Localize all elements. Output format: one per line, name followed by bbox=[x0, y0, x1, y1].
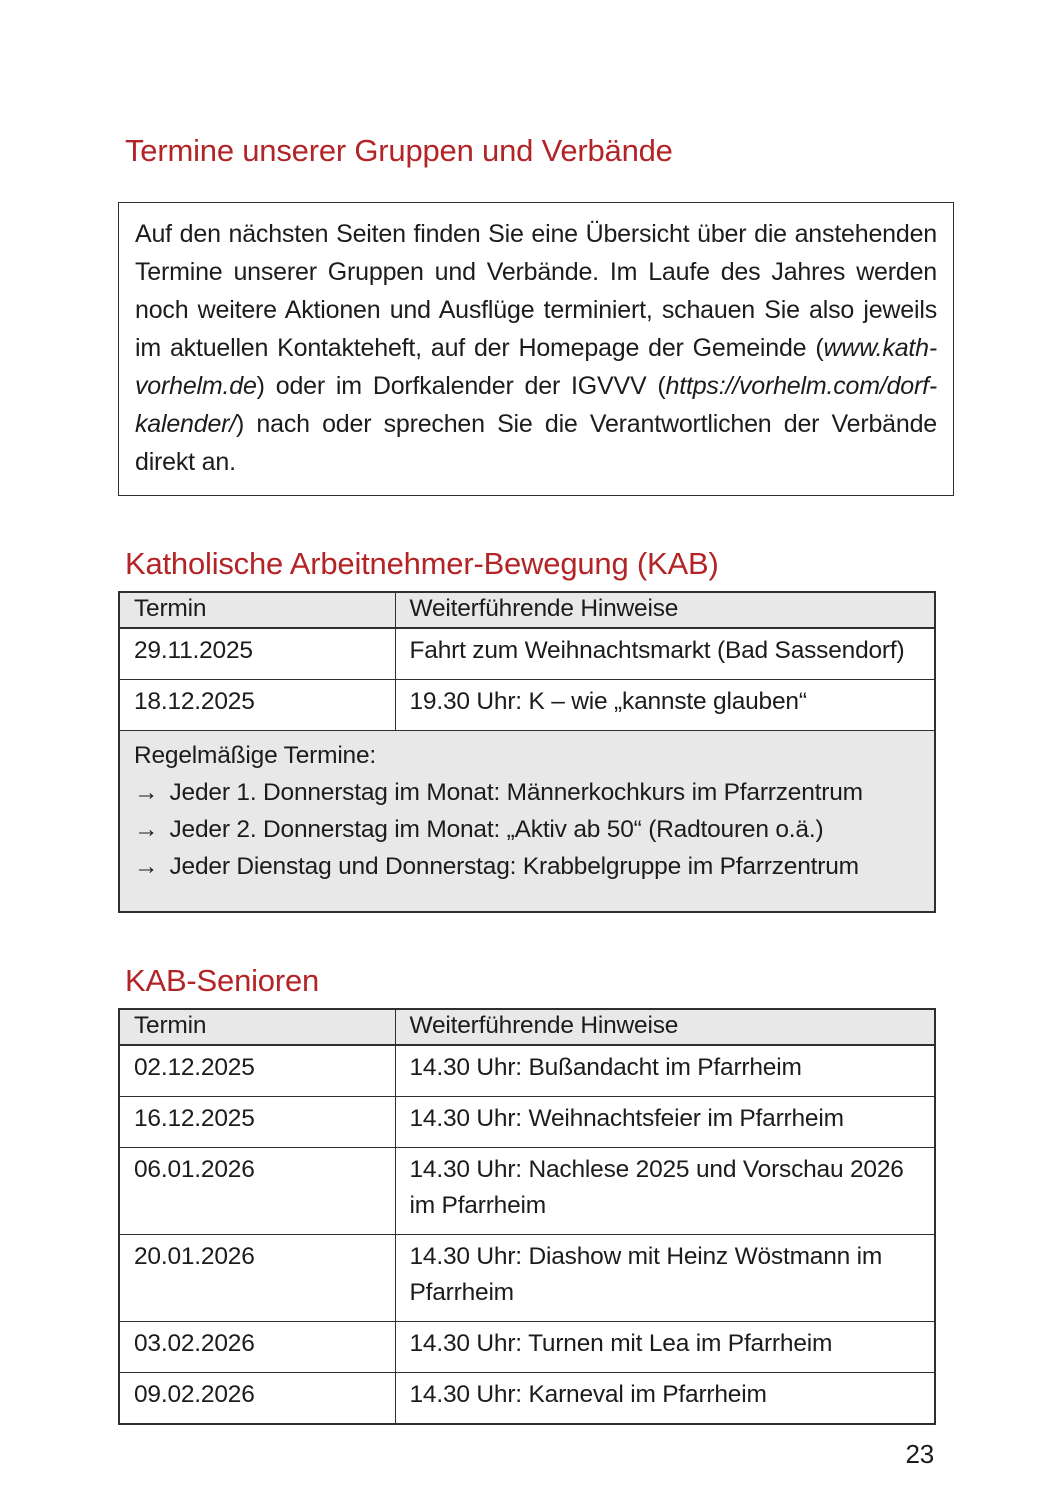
page-number: 23 bbox=[905, 1439, 934, 1469]
intro-box bbox=[118, 202, 954, 496]
termin-cell: 02.12.2025 bbox=[119, 1045, 395, 1097]
section-kab bbox=[118, 546, 954, 913]
regular-dates-item-text: Jeder Dienstag und Donnerstag: Krabbelgruppe im Pfarrzentrum bbox=[169, 853, 859, 880]
intro-text-segment: ) nach oder sprechen Sie die Verantwortlichen der Verbände direkt an. bbox=[135, 410, 937, 476]
regular-dates-cell bbox=[119, 731, 935, 913]
table-row bbox=[119, 628, 935, 680]
table-row bbox=[119, 1097, 935, 1148]
regular-dates-item-text: Jeder 1. Donnerstag im Monat: Männerkochkurs im Pfarrzentrum bbox=[169, 779, 863, 806]
regular-dates-row bbox=[119, 731, 935, 913]
page-title: Termine unserer Gruppen und Verbände bbox=[125, 133, 673, 168]
right-arrow-icon: → bbox=[134, 853, 159, 880]
intro-url-text: https://vorhelm.com/dorf-kalender/ bbox=[135, 372, 937, 438]
kab-senioren-termine-table bbox=[118, 1008, 936, 1425]
termin-cell: 03.02.2026 bbox=[119, 1322, 395, 1373]
termin-cell: 18.12.2025 bbox=[119, 680, 395, 731]
hinweis-cell: 14.30 Uhr: Karneval im Pfarrheim bbox=[395, 1373, 935, 1425]
intro-text-segment: ) oder im Dorfkalender der IGVVV ( bbox=[256, 372, 666, 400]
intro-paragraph bbox=[135, 215, 937, 481]
termin-cell: 20.01.2026 bbox=[119, 1235, 395, 1322]
kab-senioren-table-head bbox=[119, 1009, 935, 1045]
termin-cell: 29.11.2025 bbox=[119, 628, 395, 680]
table-row bbox=[119, 1322, 935, 1373]
kab-table-body bbox=[119, 628, 935, 912]
document-page bbox=[118, 0, 954, 1470]
table-header-row bbox=[119, 592, 935, 628]
table-header-row bbox=[119, 1009, 935, 1045]
hinweis-cell: 14.30 Uhr: Nachlese 2025 und Vorschau 2026 im Pfarrheim bbox=[395, 1148, 935, 1235]
table-row bbox=[119, 1045, 935, 1097]
hinweis-cell: 19.30 Uhr: K – wie „kannste glauben“ bbox=[395, 680, 935, 731]
hinweis-cell: 14.30 Uhr: Diashow mit Heinz Wöstmann im Pfarrheim bbox=[395, 1235, 935, 1322]
right-arrow-icon: → bbox=[134, 816, 159, 843]
intro-url-text: www.kath-vorhelm.de bbox=[135, 334, 937, 400]
table-row bbox=[119, 1235, 935, 1322]
kab-termine-table bbox=[118, 591, 936, 913]
regular-dates-item bbox=[134, 848, 922, 885]
hinweis-cell: 14.30 Uhr: Weihnachtsfeier im Pfarrheim bbox=[395, 1097, 935, 1148]
regular-dates-title: Regelmäßige Termine: bbox=[134, 742, 377, 769]
section-heading-kab: Katholische Arbeitnehmer-Bewegung (KAB) bbox=[125, 546, 719, 581]
table-row bbox=[119, 1373, 935, 1425]
right-arrow-icon: → bbox=[134, 779, 159, 806]
column-header: Weiterführende Hinweise bbox=[395, 592, 935, 628]
regular-dates-item bbox=[134, 811, 922, 848]
column-header: Termin bbox=[119, 592, 395, 628]
hinweis-cell: 14.30 Uhr: Bußandacht im Pfarrheim bbox=[395, 1045, 935, 1097]
hinweis-cell: Fahrt zum Weihnachtsmarkt (Bad Sassendorf) bbox=[395, 628, 935, 680]
termin-cell: 06.01.2026 bbox=[119, 1148, 395, 1235]
regular-dates-item-text: Jeder 2. Donnerstag im Monat: „Aktiv ab 50“ (Radtouren o.ä.) bbox=[169, 816, 824, 843]
column-header: Termin bbox=[119, 1009, 395, 1045]
hinweis-cell: 14.30 Uhr: Turnen mit Lea im Pfarrheim bbox=[395, 1322, 935, 1373]
kab-table-head bbox=[119, 592, 935, 628]
table-row bbox=[119, 1148, 935, 1235]
section-heading-kab-senioren: KAB-Senioren bbox=[125, 963, 320, 998]
table-row bbox=[119, 680, 935, 731]
column-header: Weiterführende Hinweise bbox=[395, 1009, 935, 1045]
kab-senioren-table-body bbox=[119, 1045, 935, 1424]
termin-cell: 16.12.2025 bbox=[119, 1097, 395, 1148]
regular-dates-item bbox=[134, 774, 922, 811]
section-kab-senioren bbox=[118, 963, 954, 1425]
intro-text-segment: Auf den nächsten Seiten finden Sie eine Übersicht über die anstehenden Termine unserer Gruppen und Verbände. Im Laufe des Jahres werden noch weitere Aktionen und Ausflüge terminiert, schauen Sie also jeweils im aktuellen Kontakteheft, auf der Homepage der Gemeinde ( bbox=[135, 220, 937, 362]
termin-cell: 09.02.2026 bbox=[119, 1373, 395, 1425]
